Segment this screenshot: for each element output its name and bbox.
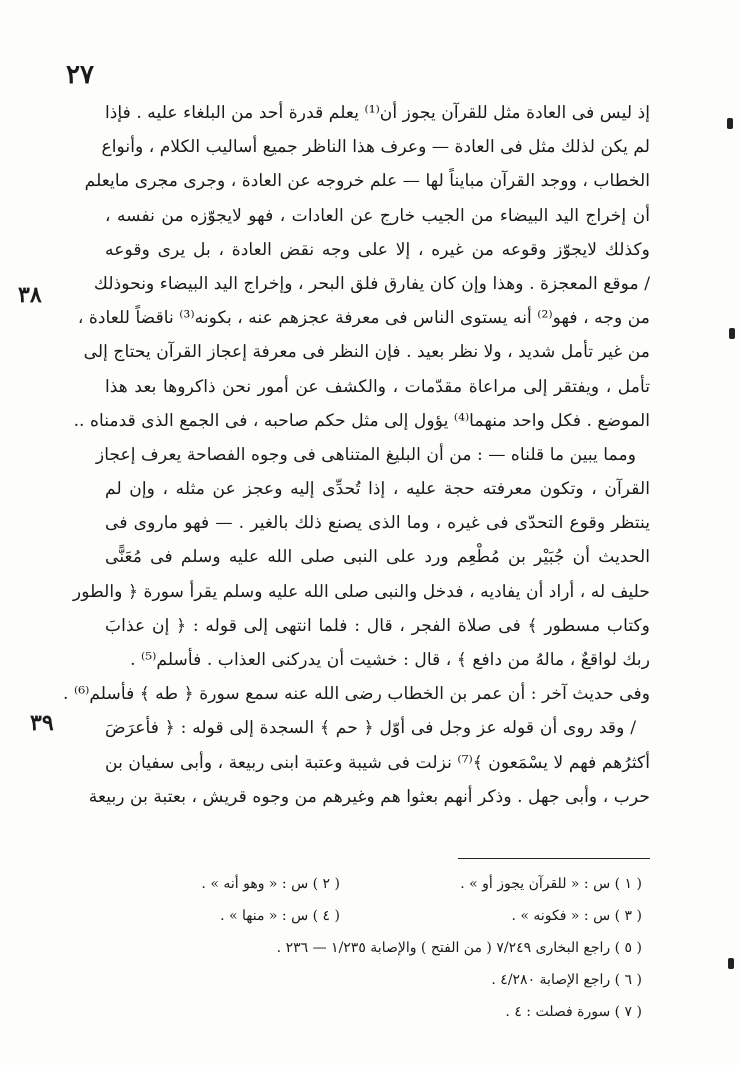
text-line: / موقع المعجزة . وهذا وإن كان يفارق فلق البحر ، وإخراج اليد البيضاء ونحوذلك: [93, 273, 650, 294]
text-line: أكثرُهم فهم لا يسْمَعون ﴾⁽⁷⁾ نزلت فى شيبة وعتبة ابنى ربيعة ، وأبى سفيان بن: [105, 752, 650, 773]
footnote: ( ٤ ) س : « منها » .: [220, 908, 340, 924]
text-line: من غير تأمل شديد ، ولا نظر بعيد . فإن النظر فى معرفة إعجاز القرآن يحتاج إلى: [83, 342, 650, 363]
margin-number: ٣٨: [18, 282, 42, 308]
body-text: [63, 96, 651, 814]
footnote-row: [105, 996, 650, 1028]
footnote-separator: [458, 858, 650, 859]
footnote: ( ٥ ) راجع البخارى ٧/٢٤٩ ( من الفتح ) والإصابة ١/٢٣٥ — ٢٣٦ .: [276, 940, 642, 956]
text-line: وفى حديث آخر : أن عمر بن الخطاب رضى الله عنه سمع سورة ﴿ طه ﴾ فأسلم⁽⁶⁾ .: [63, 684, 650, 705]
text-line: الحديث أن جُبَيْر بن مُطْعِم ورد على النبى صلى الله عليه وسلم فى مُعَنًّى: [105, 547, 650, 568]
footnote: ( ١ ) س : « للقرآن يجوز أو » .: [460, 876, 642, 892]
footnote-row: [105, 964, 650, 996]
text-line: لم يكن لذلك مثل فى العادة — وعرف هذا الناظر جميع أساليب الكلام ، وأنواع: [101, 137, 650, 158]
text-line: الموضع . فكل واحد منهما⁽⁴⁾ يؤول إلى مثل حكم صاحبه ، فى الجمع الذى قدمناه ..: [73, 410, 650, 431]
text-line: وكتاب مسطور ﴾ فى صلاة الفجر ، قال : فلما انتهى إلى قوله : ﴿ إن عذابَ: [105, 615, 650, 636]
text-line: أن إخراج اليد البيضاء من الجيب خارج عن العادات ، فهو لايجوّزه من نفسه ،: [105, 205, 650, 226]
text-line: تأمل ، ويفتقر إلى مراعاة مقدّمات ، والكشف عن أمور نحن ذاكروها بعد هذا: [105, 376, 650, 397]
page-number: ٢٧: [66, 60, 94, 90]
footnote: ( ٧ ) سورة فصلت : ٤ .: [505, 1004, 642, 1020]
text-line: ربك لواقعٌ ، مالهُ من دافع ﴾ ، قال : خشيت أن يدركنى العذاب . فأسلم⁽⁵⁾ .: [130, 650, 650, 670]
footnotes: [105, 868, 650, 1028]
text-line: الخطاب ، ووجد القرآن مبايناً لها — علم خروجه عن العادة ، وجرى مجرى مايعلم: [84, 171, 650, 192]
text-line: القرآن ، وتكون معرفته حجة عليه ، إذا تُحدِّى إليه وعجز عن مثله ، وإن لم: [105, 479, 650, 500]
footnote-row: [105, 868, 650, 900]
footnote: ( ٢ ) س : « وهو أنه » .: [201, 876, 340, 892]
text-line: ومما يبين ما قلناه — : من أن البليغ المتناهى فى وجوه الفصاحة يعرف إعجاز: [95, 444, 636, 465]
footnote: ( ٣ ) س : « فكونه » .: [511, 908, 642, 924]
footnote-row: [105, 900, 650, 932]
margin-number: ٣٩: [30, 710, 54, 736]
text-line: حرب ، وأبى جهل . وذكر أنهم بعثوا هم وغيرهم من وجوه قريش ، بعتبة بن ربيعة: [88, 786, 650, 807]
footnote-row: [105, 932, 650, 964]
margin-mark: [727, 118, 733, 129]
text-line: ينتظر وقوع التحدّى فى غيره ، وما الذى يصنع ذلك بالغير . — فهو ماروى فى: [105, 513, 650, 534]
text-line: من وجه ، فهو⁽²⁾ أنه يستوى الناس فى معرفة عجزهم عنه ، بكونه⁽³⁾ ناقضاً للعادة ،: [77, 308, 650, 329]
text-line: وكذلك لايجوّز وقوعه من غيره ، إلا على وجه نقض العادة ، بل يرى وقوعه: [105, 239, 650, 260]
text-line: / وقد روى أن قوله عز وجل فى أوّل ﴿ حم ﴾ السجدة إلى قوله : ﴿ فأعرَضَ: [105, 718, 636, 739]
footnote: ( ٦ ) راجع الإصابة ٤/٢٨٠ .: [491, 972, 642, 988]
text-line: إذ ليس فى العادة مثل للقرآن يجوز أن⁽¹⁾ يعلم قدرة أحد من البلغاء عليه . فإذا: [105, 103, 651, 123]
text-line: حليف له ، أراد أن يفاديه ، فدخل والنبى صلى الله عليه وسلم يقرأ سورة ﴿ والطور: [72, 581, 650, 602]
margin-mark: [728, 958, 734, 969]
margin-mark: [729, 328, 735, 339]
